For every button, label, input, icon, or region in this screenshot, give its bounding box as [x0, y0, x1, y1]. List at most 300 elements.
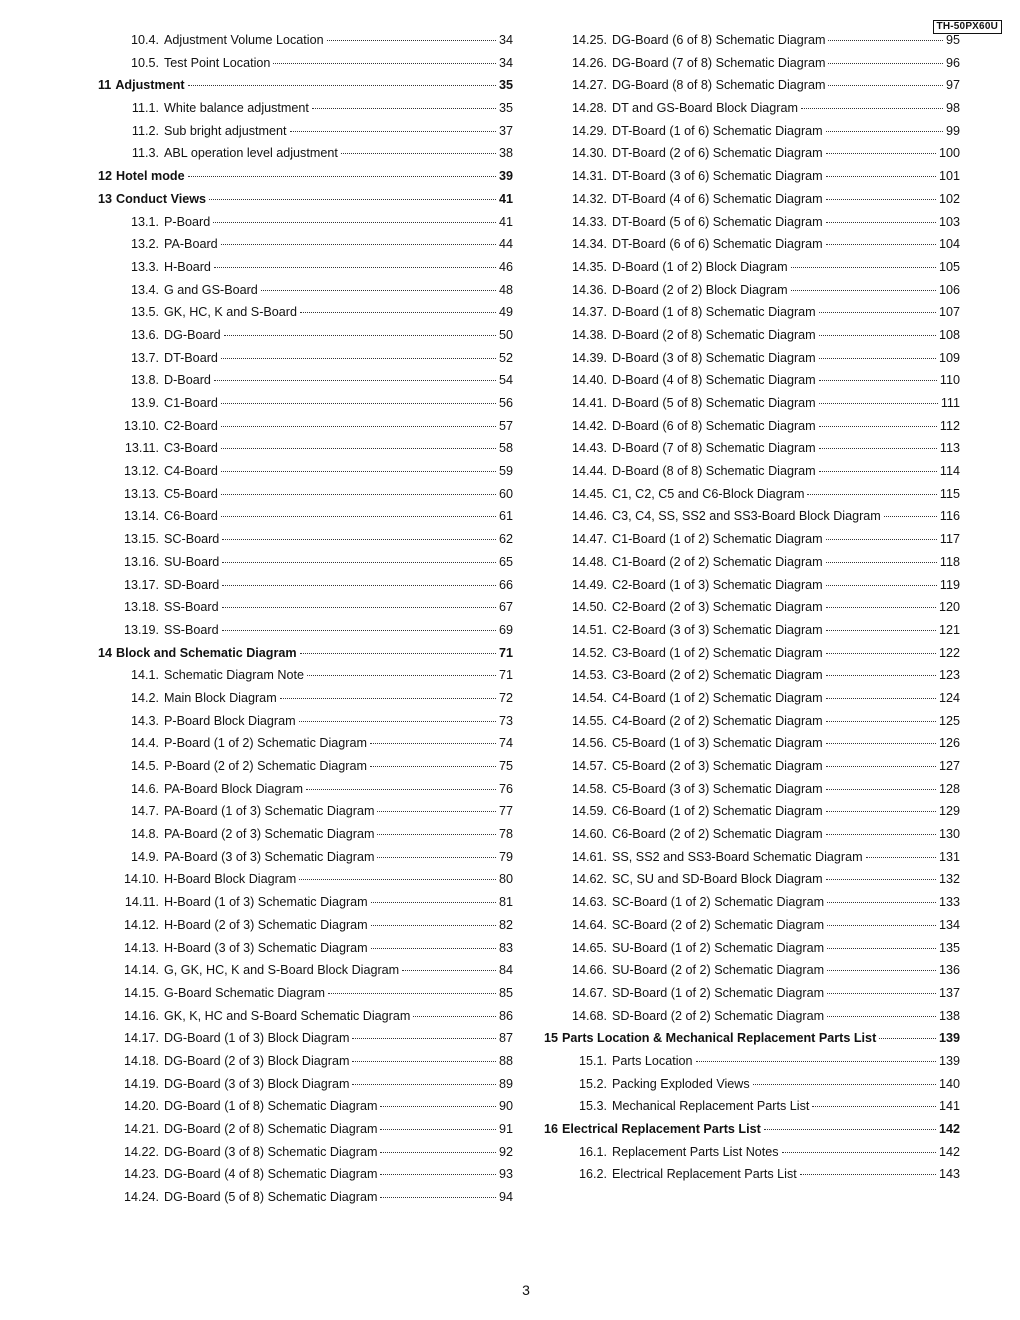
toc-subsection-entry[interactable] [544, 1167, 960, 1190]
toc-subsection-entry[interactable] [98, 419, 513, 442]
toc-entry-number: 14.25. [571, 33, 607, 47]
toc-entry-number: 14.31. [571, 169, 607, 184]
toc-subsection-entry[interactable] [544, 237, 960, 260]
dot-leader [753, 1084, 936, 1085]
toc-subsection-entry[interactable] [544, 986, 960, 1009]
toc-subsection-entry[interactable] [98, 124, 513, 147]
toc-entry-number: 14.8. [130, 827, 159, 842]
toc-entry-page: 78 [498, 827, 513, 842]
dot-leader [826, 607, 936, 608]
toc-section-entry[interactable] [544, 1031, 960, 1054]
dot-leader [819, 312, 936, 313]
toc-entry-number: 14.4. [130, 736, 159, 751]
toc-subsection-entry[interactable] [98, 373, 513, 396]
toc-subsection-entry[interactable] [98, 600, 513, 623]
toc-subsection-entry[interactable] [98, 623, 513, 646]
toc-subsection-entry[interactable] [98, 668, 513, 691]
toc-subsection-entry[interactable] [98, 963, 513, 986]
toc-subsection-entry[interactable] [98, 1009, 513, 1032]
dot-leader [261, 290, 496, 291]
toc-entry-title: SC-Board [164, 532, 220, 547]
toc-entry-title: G and GS-Board [164, 282, 258, 297]
toc-entry-number: 14.33. [571, 214, 607, 229]
toc-subsection-entry[interactable] [544, 351, 960, 374]
toc-subsection-entry[interactable] [544, 146, 960, 169]
dot-leader [826, 766, 936, 767]
toc-entry-title: C4-Board [164, 464, 218, 479]
toc-section-entry[interactable] [98, 78, 513, 101]
toc-subsection-entry[interactable] [544, 509, 960, 532]
toc-entry-number: 14.58. [571, 781, 607, 796]
dot-leader [377, 834, 496, 835]
toc-entry-title: C3, C4, SS, SS2 and SS3-Board Block Diagram [612, 509, 881, 524]
toc-subsection-entry[interactable] [544, 555, 960, 578]
toc-section-entry[interactable] [98, 169, 513, 192]
toc-subsection-entry[interactable] [544, 714, 960, 737]
toc-entry-page: 121 [938, 622, 960, 637]
toc-subsection-entry[interactable] [544, 419, 960, 442]
toc-subsection-entry[interactable] [544, 736, 960, 759]
dot-leader [826, 244, 936, 245]
toc-section-entry[interactable] [98, 192, 513, 215]
toc-subsection-entry[interactable] [98, 941, 513, 964]
toc-entry-title: SU-Board [164, 554, 220, 569]
toc-entry-page: 44 [498, 237, 513, 252]
toc-entry-page: 90 [498, 1099, 513, 1114]
toc-entry-title: DT and GS-Board Block Diagram [612, 101, 798, 116]
toc-entry-title: DG-Board (8 of 8) Schematic Diagram [612, 78, 826, 93]
dot-leader [826, 879, 936, 880]
toc-subsection-entry[interactable] [544, 804, 960, 827]
toc-entry-title: P-Board [164, 214, 211, 229]
toc-entry-page: 59 [498, 464, 513, 479]
dot-leader [352, 1084, 496, 1085]
toc-subsection-entry[interactable] [544, 305, 960, 328]
toc-entry-page: 71 [498, 668, 513, 683]
toc-entry-page: 94 [498, 1190, 513, 1205]
dot-leader [370, 743, 496, 744]
toc-entry-page: 118 [939, 554, 960, 569]
dot-leader [819, 426, 937, 427]
toc-subsection-entry[interactable] [98, 804, 513, 827]
toc-entry-page: 58 [498, 441, 513, 456]
toc-subsection-entry[interactable] [544, 850, 960, 873]
toc-entry-number: 12 [98, 169, 113, 184]
toc-subsection-entry[interactable] [544, 373, 960, 396]
dot-leader [377, 811, 496, 812]
toc-subsection-entry[interactable] [98, 487, 513, 510]
toc-entry-number: 13.5. [130, 305, 159, 320]
toc-subsection-entry[interactable] [98, 101, 513, 124]
dot-leader [380, 1129, 496, 1130]
dot-leader [826, 153, 936, 154]
dot-leader [791, 290, 936, 291]
toc-entry-number: 13.18. [123, 600, 159, 615]
toc-entry-title: H-Board (3 of 3) Schematic Diagram [164, 940, 368, 955]
toc-subsection-entry[interactable] [98, 555, 513, 578]
toc-subsection-entry[interactable] [544, 1009, 960, 1032]
toc-entry-number: 14.32. [571, 191, 607, 206]
toc-subsection-entry[interactable] [98, 1190, 513, 1213]
dot-leader [827, 925, 936, 926]
toc-subsection-entry[interactable] [98, 464, 513, 487]
toc-entry-number: 14.51. [571, 622, 607, 637]
dot-leader [782, 1152, 936, 1153]
toc-entry-title: PA-Board [164, 237, 218, 252]
toc-entry-number: 14.56. [571, 736, 607, 751]
toc-entry-page: 111 [940, 396, 960, 410]
toc-subsection-entry[interactable] [98, 782, 513, 805]
dot-leader [826, 653, 936, 654]
toc-right-column [544, 33, 960, 1190]
toc-subsection-entry[interactable] [544, 396, 960, 419]
toc-subsection-entry[interactable] [98, 1122, 513, 1145]
toc-entry-page: 67 [498, 600, 513, 615]
toc-subsection-entry[interactable] [544, 124, 960, 147]
dot-leader [826, 698, 936, 699]
toc-subsection-entry[interactable] [98, 237, 513, 260]
toc-entry-title: DG-Board (1 of 3) Block Diagram [164, 1031, 350, 1046]
toc-subsection-entry[interactable] [544, 941, 960, 964]
toc-subsection-entry[interactable] [544, 1145, 960, 1168]
toc-entry-title: DT-Board (1 of 6) Schematic Diagram [612, 123, 823, 138]
toc-entry-number: 10.4. [130, 33, 159, 47]
toc-entry-page: 120 [938, 600, 960, 615]
toc-entry-page: 139 [938, 1053, 960, 1068]
toc-subsection-entry[interactable] [98, 305, 513, 328]
dot-leader [827, 970, 936, 971]
toc-entry-title: H-Board [164, 259, 211, 274]
toc-subsection-entry[interactable] [544, 646, 960, 669]
toc-subsection-entry[interactable] [98, 215, 513, 238]
toc-entry-page: 82 [498, 917, 513, 932]
dot-leader [213, 222, 496, 223]
toc-entry-page: 112 [939, 418, 960, 433]
toc-subsection-entry[interactable] [544, 1099, 960, 1122]
toc-subsection-entry[interactable] [98, 1054, 513, 1077]
toc-entry-number: 14.26. [571, 55, 607, 70]
dot-leader [221, 244, 496, 245]
toc-subsection-entry[interactable] [544, 215, 960, 238]
toc-entry-page: 62 [498, 532, 513, 547]
toc-subsection-entry[interactable] [544, 464, 960, 487]
toc-entry-page: 34 [498, 55, 513, 70]
toc-entry-page: 113 [939, 441, 960, 456]
toc-subsection-entry[interactable] [544, 328, 960, 351]
toc-entry-page: 88 [498, 1053, 513, 1068]
toc-entry-title: SC-Board (2 of 2) Schematic Diagram [612, 917, 825, 932]
toc-entry-page: 104 [938, 237, 960, 252]
toc-entry-page: 127 [938, 759, 960, 773]
toc-subsection-entry[interactable] [544, 78, 960, 101]
toc-entry-title: D-Board (3 of 8) Schematic Diagram [612, 350, 816, 365]
toc-entry-title: D-Board (6 of 8) Schematic Diagram [612, 418, 816, 433]
toc-subsection-entry[interactable] [544, 827, 960, 850]
toc-subsection-entry[interactable] [544, 33, 960, 56]
toc-subsection-entry[interactable] [98, 986, 513, 1009]
toc-entry-number: 13.14. [123, 509, 159, 524]
toc-subsection-entry[interactable] [98, 872, 513, 895]
toc-entry-page: 117 [939, 532, 960, 547]
toc-entry-title: D-Board (8 of 8) Schematic Diagram [612, 464, 816, 479]
toc-entry-page: 139 [938, 1031, 960, 1046]
dot-leader [214, 380, 496, 381]
toc-subsection-entry[interactable] [98, 351, 513, 374]
toc-entry-number: 15.3. [578, 1099, 607, 1114]
toc-entry-title: C5-Board (3 of 3) Schematic Diagram [612, 781, 823, 796]
toc-entry-title: SU-Board (1 of 2) Schematic Diagram [612, 940, 825, 955]
toc-entry-number: 14.49. [571, 577, 607, 592]
toc-entry-number: 14.62. [571, 872, 607, 887]
dot-leader [222, 585, 496, 586]
toc-entry-number: 14.24. [123, 1190, 159, 1205]
toc-entry-title: G, GK, HC, K and S-Board Block Diagram [164, 963, 400, 978]
toc-subsection-entry[interactable] [98, 509, 513, 532]
toc-entry-number: 14.60. [571, 827, 607, 842]
toc-entry-page: 106 [938, 282, 960, 297]
toc-entry-title: C3-Board (2 of 2) Schematic Diagram [612, 668, 823, 683]
toc-entry-number: 14.57. [571, 759, 607, 773]
toc-subsection-entry[interactable] [98, 441, 513, 464]
toc-entry-page: 41 [498, 191, 513, 206]
dot-leader [380, 1174, 496, 1175]
toc-entry-title: SS, SS2 and SS3-Board Schematic Diagram [612, 849, 863, 864]
toc-entry-page: 100 [938, 146, 960, 161]
toc-subsection-entry[interactable] [544, 441, 960, 464]
toc-subsection-entry[interactable] [98, 1145, 513, 1168]
toc-entry-page: 41 [498, 214, 513, 229]
toc-entry-page: 119 [939, 577, 960, 592]
dot-leader [819, 403, 938, 404]
toc-subsection-entry[interactable] [544, 782, 960, 805]
toc-subsection-entry[interactable] [544, 872, 960, 895]
toc-entry-title: DT-Board [164, 350, 218, 365]
toc-entry-title: D-Board [164, 373, 211, 388]
toc-entry-title: C6-Board (2 of 2) Schematic Diagram [612, 827, 823, 842]
toc-entry-number: 14.21. [123, 1122, 159, 1136]
toc-entry-title: DT-Board (3 of 6) Schematic Diagram [612, 169, 823, 184]
toc-entry-number: 14.64. [571, 917, 607, 932]
dot-leader [819, 471, 937, 472]
toc-section-entry[interactable] [544, 1122, 960, 1145]
toc-subsection-entry[interactable] [544, 918, 960, 941]
toc-subsection-entry[interactable] [98, 918, 513, 941]
toc-entry-number: 14.28. [571, 101, 607, 116]
toc-entry-number: 14.16. [123, 1008, 159, 1023]
toc-entry-page: 107 [938, 305, 960, 320]
toc-entry-page: 92 [498, 1144, 513, 1159]
toc-section-entry[interactable] [98, 646, 513, 669]
dot-leader [221, 516, 496, 517]
toc-entry-title: Test Point Location [164, 55, 271, 70]
toc-subsection-entry[interactable] [544, 895, 960, 918]
toc-entry-number: 11 [98, 78, 112, 93]
toc-subsection-entry[interactable] [544, 260, 960, 283]
toc-entry-number: 14.1. [130, 668, 159, 683]
toc-subsection-entry[interactable] [98, 56, 513, 79]
toc-subsection-entry[interactable] [544, 1054, 960, 1077]
toc-subsection-entry[interactable] [98, 827, 513, 850]
toc-subsection-entry[interactable] [98, 850, 513, 873]
toc-subsection-entry[interactable] [98, 396, 513, 419]
dot-leader [828, 85, 943, 86]
toc-entry-number: 13.1. [130, 214, 159, 229]
toc-subsection-entry[interactable] [98, 1077, 513, 1100]
toc-entry-title: Adjustment [115, 78, 185, 93]
toc-subsection-entry[interactable] [544, 1077, 960, 1100]
toc-entry-number: 13.4. [130, 282, 159, 297]
toc-subsection-entry[interactable] [98, 895, 513, 918]
toc-entry-title: DG-Board (5 of 8) Schematic Diagram [164, 1190, 378, 1205]
dot-leader [826, 811, 936, 812]
toc-entry-title: C4-Board (2 of 2) Schematic Diagram [612, 713, 823, 728]
toc-entry-title: D-Board (4 of 8) Schematic Diagram [612, 373, 816, 388]
toc-subsection-entry[interactable] [98, 33, 513, 56]
toc-subsection-entry[interactable] [544, 759, 960, 782]
toc-entry-number: 14.34. [571, 237, 607, 252]
toc-entry-title: SD-Board (2 of 2) Schematic Diagram [612, 1008, 825, 1023]
toc-entry-page: 103 [938, 214, 960, 229]
toc-entry-title: GK, HC, K and S-Board [164, 305, 297, 320]
toc-entry-number: 14.61. [571, 849, 607, 864]
toc-entry-number: 14.68. [571, 1008, 607, 1023]
toc-entry-title: Main Block Diagram [164, 690, 277, 705]
dot-leader [328, 993, 496, 994]
toc-entry-title: DG-Board (2 of 3) Block Diagram [164, 1053, 350, 1068]
toc-entry-number: 14.47. [571, 532, 607, 547]
dot-leader [222, 607, 496, 608]
toc-entry-page: 65 [498, 554, 513, 569]
dot-leader [222, 539, 496, 540]
toc-entry-number: 15.1. [578, 1053, 607, 1068]
toc-entry-number: 14.29. [571, 123, 607, 138]
dot-leader [827, 1016, 936, 1017]
toc-entry-page: 49 [498, 305, 513, 320]
toc-entry-number: 13.17. [123, 577, 159, 592]
toc-entry-title: D-Board (5 of 8) Schematic Diagram [612, 396, 816, 410]
toc-entry-page: 74 [498, 736, 513, 751]
toc-entry-page: 101 [938, 169, 960, 184]
toc-subsection-entry[interactable] [98, 1099, 513, 1122]
toc-subsection-entry[interactable] [544, 963, 960, 986]
toc-entry-number: 11.2. [131, 123, 159, 138]
toc-entry-title: SD-Board (1 of 2) Schematic Diagram [612, 985, 825, 1000]
toc-subsection-entry[interactable] [98, 146, 513, 169]
toc-entry-page: 133 [938, 895, 960, 910]
toc-entry-page: 109 [938, 350, 960, 365]
toc-subsection-entry[interactable] [98, 714, 513, 737]
toc-entry-page: 72 [498, 690, 513, 705]
toc-subsection-entry[interactable] [544, 578, 960, 601]
toc-entry-number: 13.10. [123, 418, 159, 433]
dot-leader [827, 902, 936, 903]
toc-subsection-entry[interactable] [98, 532, 513, 555]
toc-subsection-entry[interactable] [98, 283, 513, 306]
toc-entry-page: 126 [938, 736, 960, 751]
toc-entry-title: DG-Board (1 of 8) Schematic Diagram [164, 1099, 378, 1114]
toc-subsection-entry[interactable] [544, 487, 960, 510]
dot-leader [300, 312, 496, 313]
toc-entry-number: 14.40. [571, 373, 607, 388]
dot-leader [826, 562, 937, 563]
toc-subsection-entry[interactable] [98, 1031, 513, 1054]
toc-subsection-entry[interactable] [98, 260, 513, 283]
toc-entry-number: 11.1. [131, 101, 159, 116]
dot-leader [352, 1061, 496, 1062]
toc-entry-page: 85 [498, 985, 513, 1000]
toc-entry-page: 91 [498, 1122, 513, 1136]
toc-subsection-entry[interactable] [98, 328, 513, 351]
toc-entry-number: 14.50. [571, 600, 607, 615]
toc-entry-title: Mechanical Replacement Parts List [612, 1099, 810, 1114]
toc-subsection-entry[interactable] [544, 283, 960, 306]
toc-entry-page: 125 [938, 713, 960, 728]
toc-subsection-entry[interactable] [544, 668, 960, 691]
toc-subsection-entry[interactable] [544, 532, 960, 555]
toc-entry-number: 14.38. [571, 327, 607, 342]
dot-leader [221, 471, 496, 472]
toc-subsection-entry[interactable] [98, 1167, 513, 1190]
dot-leader [866, 857, 936, 858]
toc-entry-number: 14.6. [130, 781, 159, 796]
page-number: 3 [522, 1282, 530, 1298]
toc-entry-number: 14.3. [130, 713, 159, 728]
toc-subsection-entry[interactable] [98, 691, 513, 714]
toc-subsection-entry[interactable] [98, 759, 513, 782]
toc-entry-title: PA-Board (2 of 3) Schematic Diagram [164, 827, 375, 842]
toc-entry-page: 128 [938, 781, 960, 796]
toc-entry-title: SS-Board [164, 622, 219, 637]
toc-subsection-entry[interactable] [544, 600, 960, 623]
dot-leader [377, 857, 496, 858]
toc-entry-number: 14.55. [571, 713, 607, 728]
toc-entry-title: D-Board (2 of 8) Schematic Diagram [612, 327, 816, 342]
toc-entry-number: 14.27. [571, 78, 607, 93]
toc-entry-page: 35 [498, 101, 513, 116]
toc-entry-title: D-Board (7 of 8) Schematic Diagram [612, 441, 816, 456]
toc-subsection-entry[interactable] [544, 623, 960, 646]
toc-subsection-entry[interactable] [98, 578, 513, 601]
toc-entry-page: 124 [938, 690, 960, 705]
toc-entry-number: 14.15. [123, 985, 159, 1000]
toc-subsection-entry[interactable] [544, 169, 960, 192]
toc-subsection-entry[interactable] [544, 691, 960, 714]
dot-leader [380, 1197, 496, 1198]
toc-subsection-entry[interactable] [544, 192, 960, 215]
dot-leader [800, 1174, 936, 1175]
toc-entry-title: Electrical Replacement Parts List [612, 1167, 797, 1182]
toc-subsection-entry[interactable] [98, 736, 513, 759]
toc-subsection-entry[interactable] [544, 101, 960, 124]
toc-entry-number: 13.2. [130, 237, 159, 252]
toc-entry-number: 13.16. [123, 554, 159, 569]
toc-entry-title: C5-Board (1 of 3) Schematic Diagram [612, 736, 823, 751]
toc-entry-title: SU-Board (2 of 2) Schematic Diagram [612, 963, 825, 978]
toc-entry-page: 143 [938, 1167, 960, 1182]
toc-subsection-entry[interactable] [544, 56, 960, 79]
toc-entry-page: 138 [938, 1008, 960, 1023]
toc-entry-number: 14.42. [571, 418, 607, 433]
toc-entry-page: 87 [498, 1031, 513, 1046]
dot-leader [306, 789, 496, 790]
toc-entry-title: C1-Board (1 of 2) Schematic Diagram [612, 532, 823, 547]
toc-entry-title: P-Board (2 of 2) Schematic Diagram [164, 759, 367, 773]
toc-entry-title: DT-Board (4 of 6) Schematic Diagram [612, 191, 823, 206]
toc-entry-number: 14.10. [123, 872, 159, 887]
toc-entry-number: 14.17. [123, 1031, 159, 1046]
toc-entry-number: 14.41. [571, 396, 607, 410]
toc-entry-number: 14.11. [124, 895, 159, 910]
